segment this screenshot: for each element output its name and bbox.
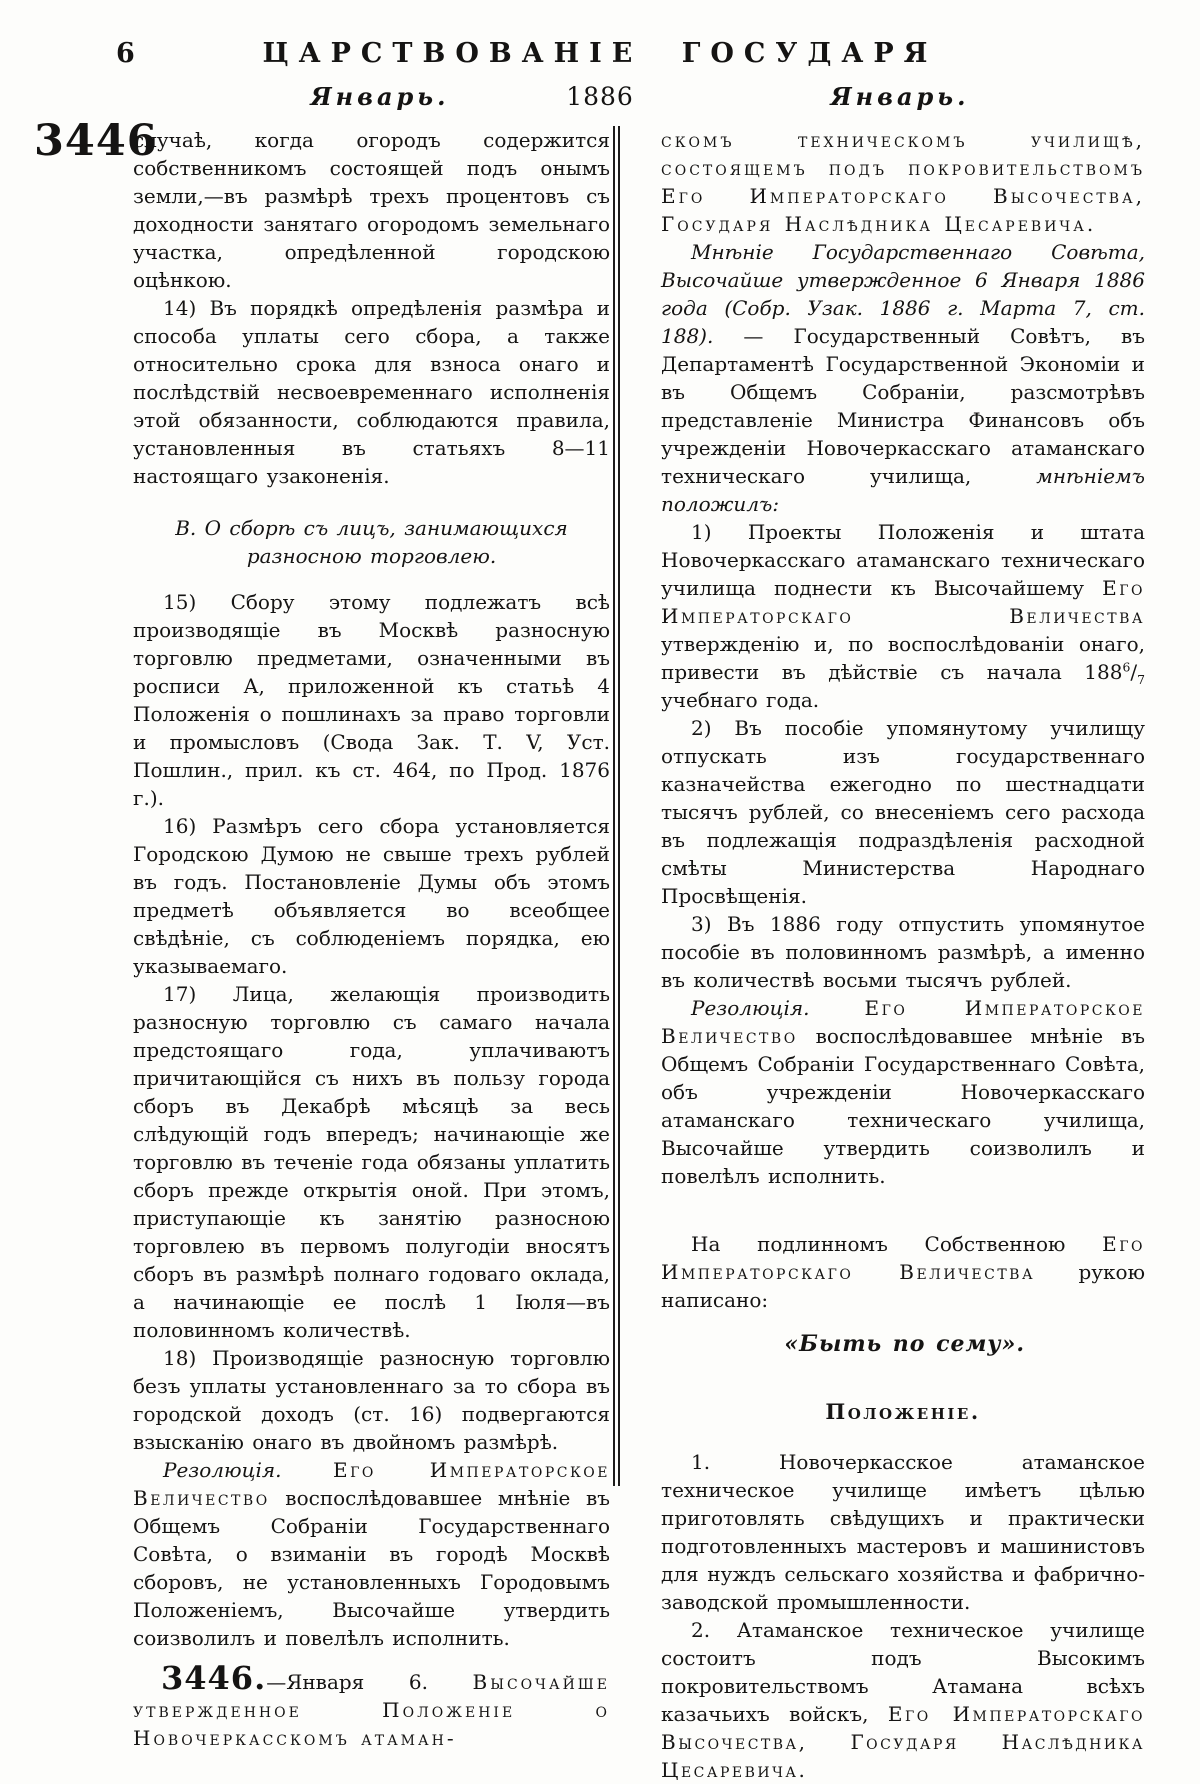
- column-divider-rule: [613, 126, 620, 1486]
- paragraph-council-opinion: [661, 238, 1145, 518]
- resolution-label: Резолюція.: [163, 1458, 333, 1482]
- act-number-margin: 3446: [34, 116, 158, 166]
- statute2-text: 2. Атаманское техническое училище состоитъ подъ Высокимъ покровительствомъ Атамана всѣхъ казачьихъ войскъ,: [661, 1618, 1145, 1726]
- resolution-body: воспослѣдовавшее мнѣніе въ Общемъ Собраніи Государственнаго Совѣта, объ учрежденіи Новочеркасскаго атаманскаго техническаго училища, Высочайше утвердить соизволилъ и повелѣлъ исполнить.: [661, 1024, 1145, 1188]
- right-column: [661, 126, 1145, 1784]
- imperial-rescript: «Быть по сему».: [784, 1331, 1025, 1357]
- majesty-spaced-caps: Его Императорскаго Высочества, Государя Наслѣдника Цесаревича.: [661, 1702, 1145, 1782]
- majesty-spaced-caps: Его Императорскаго Величества: [661, 1232, 1145, 1284]
- fraction-slash: /: [1130, 660, 1138, 684]
- section-heading: В. О сборѣ съ лицъ, занимающихся разносною торговлею.: [175, 516, 568, 568]
- running-head-month-left: Январь.: [310, 82, 450, 111]
- majesty-spaced-caps: Его Императорское Величество: [661, 996, 1145, 1048]
- opinion-citation-italic: Мнѣніе Государственнаго Совѣта, Высочайше утвержденное 6 Января 1886 года (Собр. Узак. 1886 г. Марта 7, ст. 188).: [661, 240, 1145, 348]
- paragraph-clause-18: 18) Производящіе разносную торговлю безъ уплаты установленнаго за то сбора въ городской доходъ (ст. 16) подвергаются взысканію онаго въ двойномъ размѣрѣ.: [133, 1346, 610, 1454]
- paragraph-continuation: случаѣ, когда огородъ содержится собственникомъ состоящей подъ онымъ земли,—въ размѣрѣ трехъ процентовъ съ доходности занятаго огородомъ земельнаго участка, опредѣленной городскою оцѣнкою.: [133, 128, 610, 292]
- resolution-label: Резолюція.: [691, 996, 865, 1020]
- school-year-fraction-denominator: 7: [1137, 672, 1145, 687]
- paragraph-clause-15: 15) Сбору этому подлежатъ всѣ производящіе въ Москвѣ разносную торговлю предметами, означенными въ росписи А, приложенной къ статьѣ 4 Положенія о пошлинахъ за право торговли и промысловъ (Свода Зак. Т. V, Уст. Пошлин., прил. къ ст. 464, по Прод. 1876 г.).: [133, 590, 610, 810]
- note-text: рукою написано:: [661, 1260, 1145, 1312]
- item1-text: учебнаго года.: [661, 688, 820, 712]
- paragraph-clause-14: 14) Въ порядкѣ опредѣленія размѣра и способа уплаты сего сбора, а также относительно срока для взноса онаго и послѣдствій несвоевременнаго исполненія этой обязанности, соблюдаются правила, установленныя въ статьяхъ 8—11 настоящаго узаконенія.: [133, 296, 610, 488]
- statute-heading: Положеніе.: [825, 1399, 981, 1424]
- entry-title-continuation: скомъ техническомъ училищѣ, состоящемъ подъ покровительствомъ Его Императорскаго Высочества, Государя Наслѣдника Цесаревича.: [661, 128, 1145, 236]
- entry-date: —Января 6.: [266, 1670, 473, 1694]
- paragraph-item-3: 3) Въ 1886 году отпустить упомянутое пособіе въ половинномъ размѣрѣ, а именно въ количествѣ восьми тысячъ рублей.: [661, 912, 1145, 992]
- running-head-month-right: Январь.: [830, 82, 970, 111]
- paragraph-clause-17: 17) Лица, желающія производить разносную торговлю съ самаго начала предстоящаго года, уплачиваютъ причитающійся съ нихъ въ пользу города сборъ въ Декабрѣ мѣсяцѣ за весь слѣдующій годъ впередъ; начинающіе же торговлю въ теченіе года обязаны уплатить сборъ прежде открытія оной. При этомъ, приступающіе къ занятію разносною торговлею въ первомъ полугодіи вносятъ сборъ въ размѣрѣ полнаго годоваго оклада, а начинающіе ее послѣ 1 Іюля—въ половинномъ количествѣ.: [133, 982, 610, 1342]
- school-year-fraction-numerator: 6: [1122, 659, 1131, 675]
- paragraph-resolution: [661, 994, 1145, 1190]
- entry-title-spaced-caps: Высочайше утвержденное Положеніе о Новочеркасскомъ атаман-: [133, 1670, 610, 1750]
- paragraph-item-2: 2) Въ пособіе упомянутому училищу отпускать изъ государственнаго казначейства ежегодно по шестнадцати тысячъ рублей, со внесеніемъ сего расхода въ подлежащія подраздѣленія расходной смѣты Министерства Народнаго Просвѣщенія.: [661, 716, 1145, 908]
- paragraph-item-1: [661, 518, 1145, 714]
- opinion-body: — Государственный Совѣтъ, въ Департаментѣ Государственной Экономіи и въ Общемъ Собраніи, разсмотрѣвъ представленіе Министра Финансовъ объ учрежденіи Новочеркасскаго атаманскаго техническаго училища,: [661, 324, 1145, 488]
- entry-number: 3446.: [161, 1659, 267, 1697]
- page-title: ЦАРСТВОВАНІЕ ГОСУДАРЯ: [262, 38, 938, 69]
- majesty-spaced-caps: Его Императорское Величество: [133, 1458, 610, 1510]
- paragraph-resolution: [133, 1456, 610, 1652]
- page-number: 6: [116, 38, 135, 69]
- majesty-spaced-caps: Его Императорскаго Величества: [661, 576, 1145, 628]
- item1-text: 1) Проекты Положенія и штата Новочеркасскаго атаманскаго техническаго училища поднести къ Высочайшему: [661, 520, 1145, 600]
- paragraph-statute-2: [661, 1616, 1145, 1784]
- paragraph-statute-1: 1. Новочеркасское атаманское техническое училище имѣетъ цѣлью приготовлять свѣдущихъ и практически подготовленныхъ мастеровъ и машинистовъ для нуждъ сельскаго хозяйства и фабрично-заводской промышленности.: [661, 1450, 1145, 1614]
- running-head-year: 1886: [566, 82, 634, 111]
- left-column: [133, 126, 610, 1752]
- paragraph-original-note: [661, 1230, 1145, 1314]
- note-text: На подлинномъ Собственною: [691, 1232, 1103, 1256]
- paragraph-entry-3446: [133, 1659, 610, 1752]
- item1-text: утвержденію и, по воспослѣдованіи онаго, привести въ дѣйствіе съ начала 188: [661, 632, 1145, 684]
- paragraph-clause-16: 16) Размѣръ сего сбора установляется Городскою Думою не свыше трехъ рублей въ годъ. Постановленіе Думы объ этомъ предметѣ объявляется во всеобщее свѣдѣніе, съ соблюденіемъ порядка, ею указываемаго.: [133, 814, 610, 978]
- resolution-body: воспослѣдовавшее мнѣніе въ Общемъ Собраніи Государственнаго Совѣта, о взиманіи въ городѣ Москвѣ сборовъ, не установленныхъ Городовымъ Положеніемъ, Высочайше утвердить соизволилъ и повелѣлъ исполнить.: [133, 1486, 610, 1650]
- opinion-tail-italic: мнѣніемъ положилъ:: [661, 464, 1145, 516]
